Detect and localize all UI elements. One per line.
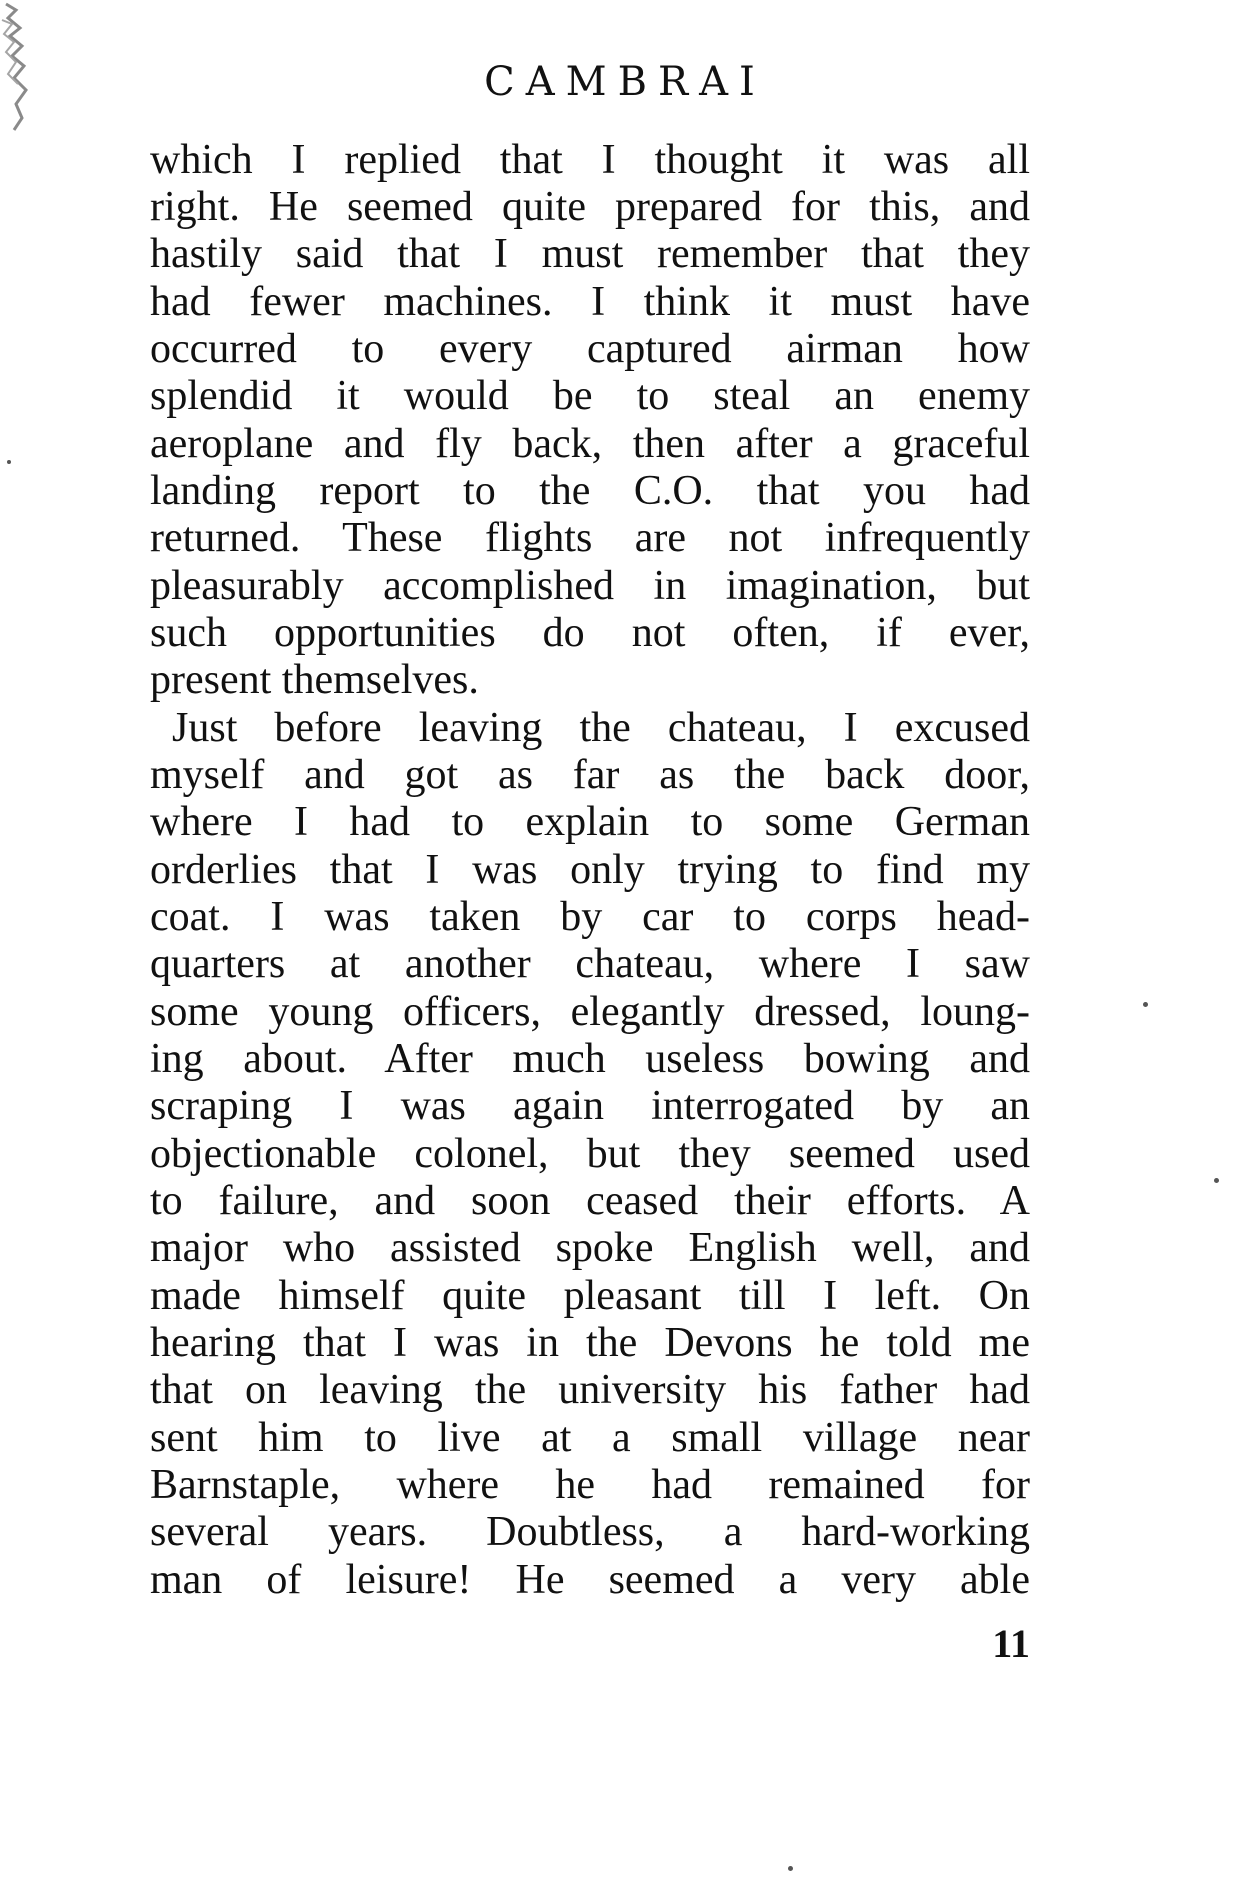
margin-speck xyxy=(1214,1178,1219,1183)
text-line: pleasurably accomplished in imagination, but xyxy=(150,563,1030,609)
text-line: objectionable colonel, but they seemed used xyxy=(150,1131,1030,1177)
page-number: 11 xyxy=(992,1621,1030,1666)
running-head: CAMBRAI xyxy=(484,59,766,105)
text-line: scraping I was again interrogated by an xyxy=(150,1083,1030,1129)
text-line: major who assisted spoke English well, and xyxy=(150,1225,1030,1271)
text-line: which I replied that I thought it was all xyxy=(150,137,1030,183)
text-line: made himself quite pleasant till I left. On xyxy=(150,1273,1030,1319)
text-line: quarters at another chateau, where I saw xyxy=(150,941,1030,987)
text-line: orderlies that I was only trying to find my xyxy=(150,847,1030,893)
text-line: some young officers, elegantly dressed, loung- xyxy=(150,989,1030,1035)
text-line: aeroplane and fly back, then after a graceful xyxy=(150,421,1030,467)
text-line: landing report to the C.O. that you had xyxy=(150,468,1030,514)
text-line: to failure, and soon ceased their efforts. A xyxy=(150,1178,1030,1224)
margin-speck xyxy=(788,1866,793,1871)
text-line: hearing that I was in the Devons he told me xyxy=(150,1320,1030,1366)
text-line: Just before leaving the chateau, I excused xyxy=(172,705,1030,751)
text-line: that on leaving the university his father had xyxy=(150,1367,1030,1413)
margin-speck xyxy=(7,460,11,464)
text-line: splendid it would be to steal an enemy xyxy=(150,373,1030,419)
margin-speck xyxy=(1143,1002,1148,1007)
text-line: such opportunities do not often, if ever, xyxy=(150,610,1030,656)
text-line: had fewer machines. I think it must have xyxy=(150,279,1030,325)
text-line: present themselves. xyxy=(150,657,479,703)
text-line: where I had to explain to some German xyxy=(150,799,1030,845)
text-line: hastily said that I must remember that they xyxy=(150,231,1030,277)
text-line: Barnstaple, where he had remained for xyxy=(150,1462,1030,1508)
text-line: occurred to every captured airman how xyxy=(150,326,1030,372)
text-line: myself and got as far as the back door, xyxy=(150,752,1030,798)
text-line: ing about. After much useless bowing and xyxy=(150,1036,1030,1082)
text-line: returned. These flights are not infrequently xyxy=(150,515,1030,561)
text-line: sent him to live at a small village near xyxy=(150,1415,1030,1461)
text-line: man of leisure! He seemed a very able xyxy=(150,1557,1030,1603)
text-line: coat. I was taken by car to corps head- xyxy=(150,894,1030,940)
text-line: several years. Doubtless, a hard-working xyxy=(150,1509,1030,1555)
text-line: right. He seemed quite prepared for this, and xyxy=(150,184,1030,230)
